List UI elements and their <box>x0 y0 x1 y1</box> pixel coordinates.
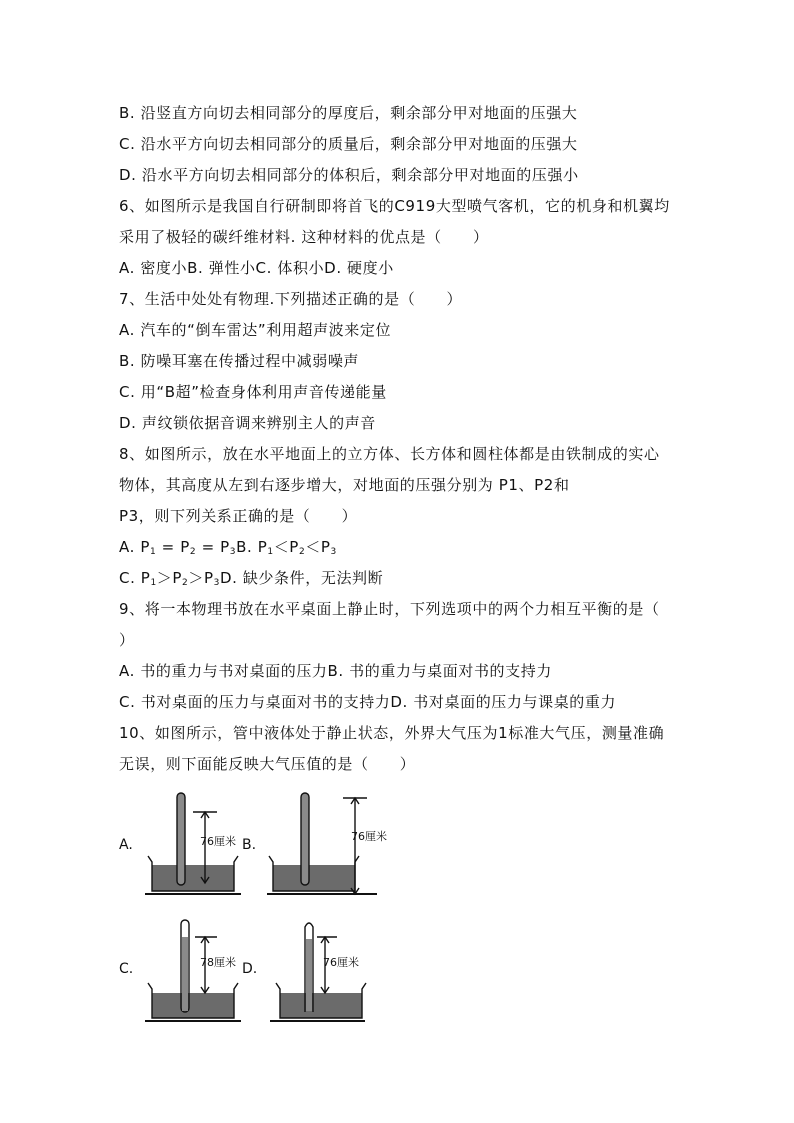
q7-option-b: B. 防噪耳塞在传播过程中减弱噪声 <box>119 352 360 370</box>
q6-stem-line2: 采用了极轻的碳纤维材料. 这种材料的优点是（ ） <box>119 228 489 246</box>
q10-option-a-label: A. <box>119 837 133 853</box>
q8-stem-line1: 8、如图所示，放在水平地面上的立方体、长方体和圆柱体都是由铁制成的实心 <box>119 445 660 463</box>
q6-options: A. 密度小B. 弹性小C. 体积小D. 硬度小 <box>119 259 394 277</box>
q7-option-c: C. 用“B超”检查身体利用声音传递能量 <box>119 383 387 401</box>
q9-stem-line1: 9、将一本物理书放在水平桌面上静止时，下列选项中的两个力相互平衡的是（ <box>119 600 660 618</box>
q8-options-ab: A. $P_1 = P_2 = P_3B$. $P_1<P_2<P_3$ <box>119 538 337 557</box>
q7-option-a: A. 汽车的“倒车雷达”利用超声波来定位 <box>119 321 392 339</box>
barometer-figure-b <box>265 790 385 900</box>
measure-label-c: 78厘米 <box>200 956 236 969</box>
q6-stem-line1: 6、如图所示是我国自行研制即将首飞的C919大型喷气客机，它的机身和机翼均 <box>119 197 670 215</box>
q10-option-b-label: B. <box>242 837 257 853</box>
q5-option-b: B. 沿竖直方向切去相同部分的厚度后，剩余部分甲对地面的压强大 <box>119 104 578 122</box>
q8-stem-line3: P3，则下列关系正确的是（ ） <box>119 507 358 525</box>
measure-label-a: 76厘米 <box>200 835 236 848</box>
q10-option-d-label: D. <box>242 961 258 977</box>
q5-option-d: D. 沿水平方向切去相同部分的体积后，剩余部分甲对地面的压强小 <box>119 166 579 184</box>
q7-option-d: D. 声纹锁依据音调来辨别主人的声音 <box>119 414 376 432</box>
q9-options-ab: A. 书的重力与书对桌面的压力B. 书的重力与桌面对书的支持力 <box>119 662 552 680</box>
q10-option-c-label: C. <box>119 961 134 977</box>
measure-label-b: 76厘米 <box>351 830 387 843</box>
barometer-figure-d <box>265 917 385 1027</box>
q8-stem-line2: 物体，其高度从左到右逐步增大，对地面的压强分别为 P1、P2和 <box>119 476 570 494</box>
q9-options-cd: C. 书对桌面的压力与桌面对书的支持力D. 书对桌面的压力与课桌的重力 <box>119 693 617 711</box>
q8-options-cd: C. $P_1>P_2>P_3D$. 缺少条件，无法判断 <box>119 569 384 588</box>
q10-stem-line1: 10、如图所示，管中液体处于静止状态，外界大气压为1标准大气压，测量准确 <box>119 724 665 742</box>
measure-label-d: 76厘米 <box>323 956 359 969</box>
q9-stem-line2: ） <box>119 631 135 649</box>
q7-stem: 7、生活中处处有物理.下列描述正确的是（ ） <box>119 290 463 308</box>
q10-stem-line2: 无误，则下面能反映大气压值的是（ ） <box>119 755 416 773</box>
barometer-figure-a <box>145 790 245 900</box>
barometer-figure-c <box>145 917 245 1027</box>
q5-option-c: C. 沿水平方向切去相同部分的质量后，剩余部分甲对地面的压强大 <box>119 135 578 153</box>
